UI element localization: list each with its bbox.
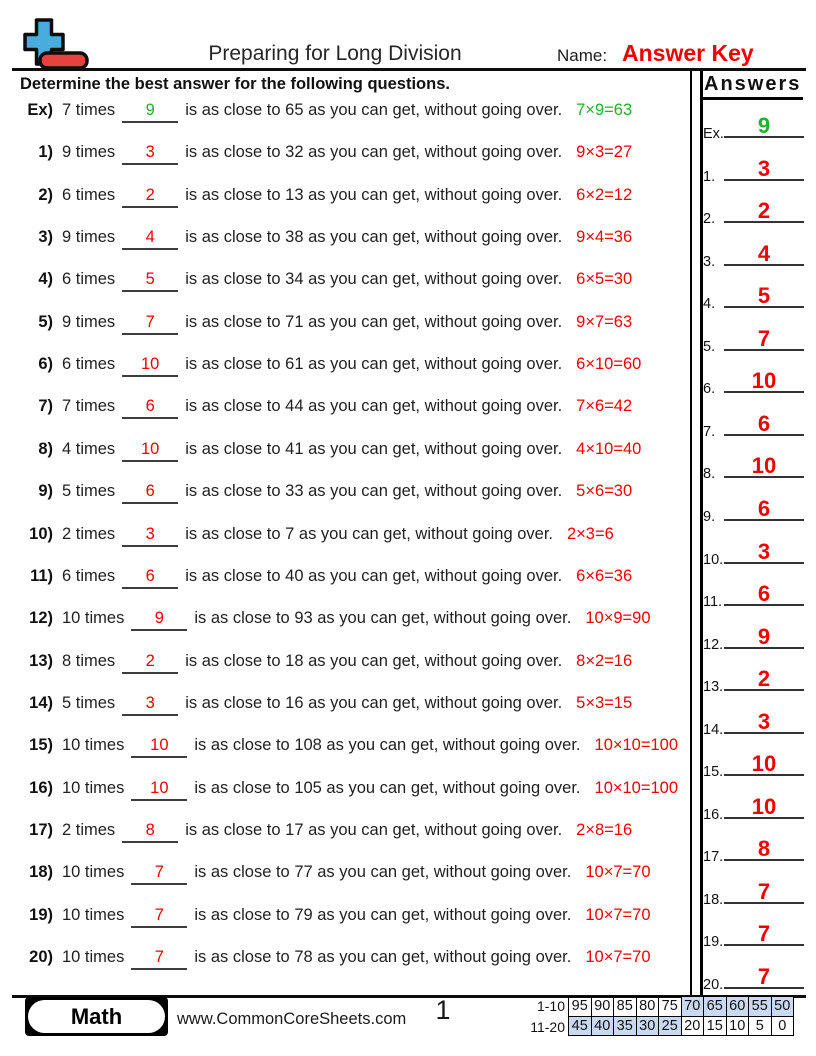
answer-underline [724, 944, 804, 946]
question-row [20, 313, 632, 335]
question-lead-text: 9 times [62, 143, 116, 161]
question-lead-text: 6 times [62, 567, 116, 585]
question-row [20, 186, 632, 208]
question-tail-text: is as close to 93 as you can get, without going over. [194, 609, 572, 627]
question-lead-text: 4 times [62, 440, 116, 458]
question-tail-text: is as close to 78 as you can get, without going over. [194, 948, 572, 966]
question-lead-text: 5 times [62, 482, 116, 500]
answer-blank: 6 [122, 398, 178, 419]
question-number: Ex) [27, 101, 53, 119]
answer-value: 10 [751, 751, 777, 776]
answer-value: 10 [751, 453, 777, 478]
page-title: Preparing for Long Division [208, 42, 462, 65]
grade-table [521, 996, 794, 1038]
question-row [20, 609, 651, 631]
grade-cell: 95 [569, 997, 592, 1017]
grade-cell: 10 [726, 1016, 749, 1036]
grade-cell: 15 [704, 1016, 727, 1036]
question-tail-text: is as close to 105 as you can get, without going over. [194, 779, 581, 797]
answer-blank: 7 [131, 907, 187, 928]
answer-blank: 3 [122, 526, 178, 547]
answer-underline [724, 221, 804, 223]
answer-blank: 2 [122, 187, 178, 208]
question-number: 9) [38, 482, 53, 500]
answer-slot [702, 870, 808, 908]
question-lead-text: 10 times [62, 948, 125, 966]
question-number: 8) [38, 440, 53, 458]
question-tail-text: is as close to 108 as you can get, without going over. [194, 736, 581, 754]
answer-underline [724, 562, 804, 564]
question-lead-text: 6 times [62, 270, 116, 288]
answer-value: 9 [757, 624, 771, 649]
answer-value: 2 [757, 666, 771, 691]
question-number: 10) [29, 525, 53, 543]
question-tail-text: is as close to 79 as you can get, without going over. [194, 906, 572, 924]
grade-cell: 25 [659, 1016, 682, 1036]
question-tail-text: is as close to 71 as you can get, without going over. [185, 313, 563, 331]
answer-underline [724, 859, 804, 861]
grade-cell: 5 [749, 1016, 772, 1036]
question-lead-text: 2 times [62, 525, 116, 543]
question-tail-text: is as close to 7 as you can get, without going over. [185, 525, 553, 543]
grade-cell: 75 [659, 997, 682, 1017]
grade-row-label: 11-20 [530, 1019, 565, 1035]
question-row [20, 397, 632, 419]
question-tail-text: is as close to 61 as you can get, without going over. [185, 355, 563, 373]
question-number: 7) [38, 397, 53, 415]
check-equation: 6×2=12 [576, 186, 633, 204]
answer-number-label: 9. [703, 509, 716, 525]
answer-underline [724, 136, 804, 138]
answer-underline [724, 902, 804, 904]
question-lead-text: 7 times [62, 101, 116, 119]
answer-value: 7 [757, 921, 771, 946]
question-number: 17) [29, 821, 53, 839]
answer-underline [724, 349, 804, 351]
answer-slot [702, 742, 808, 780]
plus-minus-logo-icon [22, 18, 94, 72]
question-tail-text: is as close to 16 as you can get, without going over. [185, 694, 563, 712]
answer-underline [724, 434, 804, 436]
answer-slot [702, 487, 808, 525]
question-row [20, 143, 632, 165]
question-lead-text: 6 times [62, 186, 116, 204]
answer-number-label: 12. [703, 637, 724, 653]
question-tail-text: is as close to 18 as you can get, without going over. [185, 652, 563, 670]
answer-blank: 7 [122, 314, 178, 335]
answer-slot [702, 700, 808, 738]
question-lead-text: 5 times [62, 694, 116, 712]
instruction-text: Determine the best answer for the following questions. [20, 75, 450, 93]
answer-slot [702, 657, 808, 695]
answer-number-label: 19. [703, 934, 724, 950]
answer-underline [724, 264, 804, 266]
name-label: Name: [557, 46, 608, 65]
answer-slot [702, 232, 808, 270]
answer-blank: 9 [131, 610, 187, 631]
grade-row-label: 1-10 [536, 998, 565, 1014]
check-equation: 5×3=15 [576, 694, 633, 712]
question-row [20, 567, 632, 589]
answer-blank: 10 [122, 441, 178, 462]
question-tail-text: is as close to 41 as you can get, without going over. [185, 440, 563, 458]
question-number: 2) [38, 186, 53, 204]
question-tail-text: is as close to 38 as you can get, without going over. [185, 228, 563, 246]
check-equation: 2×8=16 [576, 821, 633, 839]
answer-blank: 2 [122, 653, 178, 674]
answer-value: 8 [757, 836, 771, 861]
check-equation: 10×10=100 [594, 779, 679, 797]
math-badge [25, 997, 168, 1036]
answer-value: 10 [751, 794, 777, 819]
grade-cell: 60 [726, 997, 749, 1017]
answer-number-label: 1. [703, 169, 716, 185]
question-number: 6) [38, 355, 53, 373]
question-number: 5) [38, 313, 53, 331]
check-equation: 7×6=42 [576, 397, 633, 415]
question-row [20, 694, 632, 716]
answer-number-label: 3. [703, 254, 716, 270]
answer-blank: 5 [122, 271, 178, 292]
answer-value: 10 [751, 368, 777, 393]
answer-number-label: 11. [703, 594, 723, 610]
check-equation: 9×4=36 [576, 228, 633, 246]
answer-slot [702, 402, 808, 440]
answer-slot [702, 147, 808, 185]
answer-value: 6 [757, 581, 771, 606]
answer-slot [702, 572, 808, 610]
grade-cell: 0 [771, 1016, 794, 1036]
answer-number-label: 2. [703, 211, 716, 227]
site-url-link[interactable]: www.CommonCoreSheets.com [177, 1010, 407, 1028]
answer-slot [702, 615, 808, 653]
question-tail-text: is as close to 44 as you can get, without going over. [185, 397, 563, 415]
answer-value: 6 [757, 496, 771, 521]
page-number: 1 [435, 995, 451, 1025]
answer-blank: 6 [122, 483, 178, 504]
check-equation: 9×7=63 [576, 313, 633, 331]
check-equation: 10×7=70 [585, 863, 651, 881]
answer-value: 3 [757, 539, 771, 564]
question-lead-text: 6 times [62, 355, 116, 373]
answer-blank: 4 [122, 229, 178, 250]
question-lead-text: 10 times [62, 779, 125, 797]
question-number: 1) [38, 143, 53, 161]
answer-blank: 10 [122, 356, 178, 377]
answer-number-label: 8. [703, 466, 716, 482]
answer-number-label: 16. [703, 807, 724, 823]
question-row [20, 440, 641, 462]
answers-header: Answers [703, 73, 803, 100]
question-lead-text: 10 times [62, 863, 125, 881]
question-number: 19) [29, 906, 53, 924]
answer-slot [702, 359, 808, 397]
answer-slot [702, 955, 808, 993]
answer-number-label: Ex. [703, 126, 724, 142]
answer-slot [702, 530, 808, 568]
question-row [20, 525, 614, 547]
check-equation: 8×2=16 [576, 652, 633, 670]
grade-cell: 90 [591, 997, 614, 1017]
grade-score-grid [568, 996, 794, 1036]
answer-value: 7 [757, 326, 771, 351]
question-number: 16) [29, 779, 53, 797]
question-lead-text: 7 times [62, 397, 116, 415]
answer-slot [702, 785, 808, 823]
question-row [20, 270, 632, 292]
question-tail-text: is as close to 40 as you can get, without going over. [185, 567, 563, 585]
answer-value: 2 [757, 198, 771, 223]
question-number: 18) [29, 863, 53, 881]
grade-cell: 80 [636, 997, 659, 1017]
question-lead-text: 8 times [62, 652, 116, 670]
check-equation: 6×10=60 [576, 355, 642, 373]
grade-cell: 70 [681, 997, 704, 1017]
question-row [20, 736, 678, 758]
question-lead-text: 2 times [62, 821, 116, 839]
answer-number-label: 14. [703, 722, 724, 738]
check-equation: 7×9=63 [576, 101, 633, 119]
question-row [20, 482, 632, 504]
question-number: 12) [29, 609, 53, 627]
answer-underline [724, 817, 804, 819]
question-number: 4) [38, 270, 53, 288]
answer-blank: 6 [122, 568, 178, 589]
answer-number-label: 7. [703, 424, 716, 440]
question-row [20, 101, 632, 123]
question-lead-text: 9 times [62, 313, 116, 331]
question-number: 13) [29, 652, 53, 670]
answer-value: 3 [757, 709, 771, 734]
answer-number-label: 20. [703, 977, 724, 993]
answer-number-label: 4. [703, 296, 716, 312]
answer-slot [702, 317, 808, 355]
answer-underline [724, 391, 804, 393]
answer-slot [702, 189, 808, 227]
answer-blank: 3 [122, 695, 178, 716]
answer-number-label: 18. [703, 892, 724, 908]
math-badge-label: Math [28, 1000, 165, 1033]
question-lead-text: 10 times [62, 736, 125, 754]
answer-value: 4 [757, 241, 771, 266]
check-equation: 10×7=70 [585, 906, 651, 924]
answer-underline [724, 179, 804, 181]
answer-value: 5 [757, 283, 771, 308]
check-equation: 5×6=30 [576, 482, 633, 500]
answer-underline [724, 732, 804, 734]
question-row [20, 652, 632, 674]
grade-cell: 85 [614, 997, 637, 1017]
answer-blank: 10 [131, 737, 187, 758]
grade-row-labels [521, 996, 565, 1038]
answer-number-label: 17. [703, 849, 724, 865]
answer-blank: 9 [122, 102, 178, 123]
question-row [20, 779, 678, 801]
answer-blank: 7 [131, 949, 187, 970]
header-divider [12, 68, 806, 71]
question-number: 11) [30, 567, 53, 585]
grade-cell: 55 [749, 997, 772, 1017]
grade-cell: 40 [591, 1016, 614, 1036]
answer-number-label: 5. [703, 339, 716, 355]
grade-cell: 50 [771, 997, 794, 1017]
check-equation: 9×3=27 [576, 143, 633, 161]
question-row [20, 821, 632, 843]
question-tail-text: is as close to 34 as you can get, without going over. [185, 270, 563, 288]
question-tail-text: is as close to 32 as you can get, without going over. [185, 143, 563, 161]
question-tail-text: is as close to 13 as you can get, without going over. [185, 186, 563, 204]
question-lead-text: 10 times [62, 609, 125, 627]
question-tail-text: is as close to 33 as you can get, without going over. [185, 482, 563, 500]
question-tail-text: is as close to 65 as you can get, without going over. [185, 101, 563, 119]
check-equation: 10×9=90 [585, 609, 651, 627]
question-row [20, 863, 651, 885]
answer-number-label: 6. [703, 381, 716, 397]
question-lead-text: 9 times [62, 228, 116, 246]
answer-number-label: 15. [703, 764, 724, 780]
answer-underline [724, 647, 804, 649]
question-number: 14) [29, 694, 53, 712]
question-row [20, 355, 641, 377]
question-lead-text: 10 times [62, 906, 125, 924]
check-equation: 4×10=40 [576, 440, 642, 458]
answer-underline [724, 774, 804, 776]
answer-value: 9 [757, 113, 771, 138]
grade-cell: 65 [704, 997, 727, 1017]
answer-blank: 10 [131, 780, 187, 801]
question-tail-text: is as close to 17 as you can get, without going over. [185, 821, 563, 839]
question-row [20, 906, 651, 928]
answer-slot [702, 104, 808, 142]
check-equation: 2×3=6 [567, 525, 614, 543]
question-number: 15) [29, 736, 53, 754]
answer-number-label: 13. [703, 679, 724, 695]
question-number: 20) [29, 948, 53, 966]
answer-blank: 3 [122, 144, 178, 165]
question-number: 3) [38, 228, 53, 246]
answer-underline [724, 519, 804, 521]
grade-cell: 20 [681, 1016, 704, 1036]
answer-value: 6 [757, 411, 771, 436]
answer-key-label: Answer Key [622, 40, 754, 66]
check-equation: 10×10=100 [594, 736, 679, 754]
answer-underline [724, 604, 804, 606]
answer-slot [702, 912, 808, 950]
question-row [20, 228, 632, 250]
answer-number-label: 10. [703, 552, 724, 568]
answer-underline [724, 689, 804, 691]
check-equation: 6×6=36 [576, 567, 633, 585]
answer-value: 7 [757, 964, 771, 989]
question-tail-text: is as close to 77 as you can get, without going over. [194, 863, 572, 881]
minus-icon [40, 53, 87, 68]
grade-cell: 35 [614, 1016, 637, 1036]
answer-blank: 7 [131, 864, 187, 885]
question-row [20, 948, 651, 970]
answer-value: 7 [757, 879, 771, 904]
answer-underline [724, 306, 804, 308]
answer-slot [702, 274, 808, 312]
grade-cell: 45 [569, 1016, 592, 1036]
answer-underline [724, 476, 804, 478]
answer-slot [702, 444, 808, 482]
check-equation: 6×5=30 [576, 270, 633, 288]
answer-blank: 8 [122, 822, 178, 843]
answer-underline [724, 987, 804, 989]
grade-cell: 30 [636, 1016, 659, 1036]
answer-slot [702, 827, 808, 865]
answer-value: 3 [757, 156, 771, 181]
check-equation: 10×7=70 [585, 948, 651, 966]
